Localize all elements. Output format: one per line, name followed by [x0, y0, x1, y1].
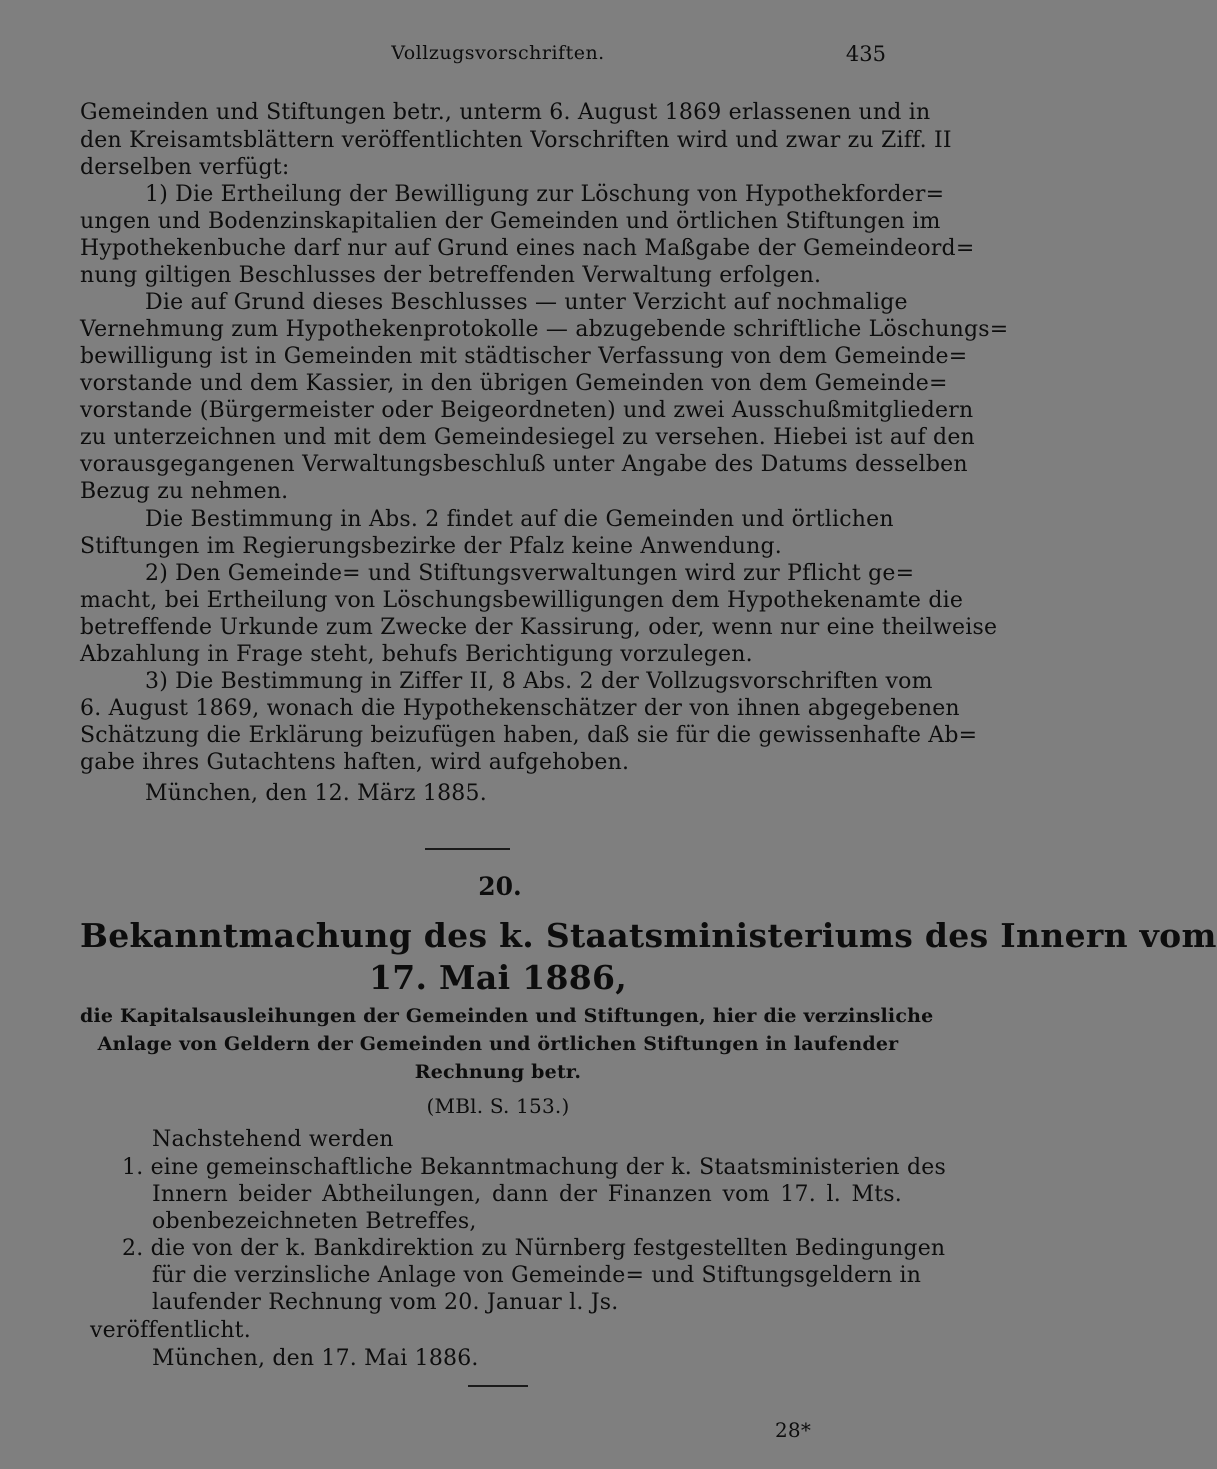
text-line: betreffende Urkunde zum Zwecke der Kassirung, oder, wenn nur eine theilweise [80, 615, 998, 640]
text-line: für die verzinsliche Anlage von Gemeinde= und Stiftungsgeldern in [152, 1263, 922, 1288]
section-heading-date: 17. Mai 1886, [368, 958, 628, 997]
text-line: Innern beider Abtheilungen, dann der Finanzen vom 17. l. Mts. [152, 1182, 902, 1207]
text-line: derselben verfügt: [80, 155, 290, 180]
text-line: vorstande und dem Kassier, in den übrigen Gemeinden von dem Gemeinde= [80, 371, 948, 396]
section-subtitle: Anlage von Geldern der Gemeinden und örtlichen Stiftungen in laufender [97, 1033, 899, 1055]
date-line: München, den 12. März 1885. [145, 781, 487, 806]
text-line: gabe ihres Gutachtens haften, wird aufgehoben. [80, 750, 630, 775]
text-line: vorstande (Bürgermeister oder Beigeordneten) und zwei Ausschußmitgliedern [80, 398, 974, 423]
list-item: 2. die von der k. Bankdirektion zu Nürnberg festgestellten Bedingungen [122, 1236, 946, 1261]
list-item: 1. eine gemeinschaftliche Bekanntmachung der k. Staatsministerien des [122, 1155, 946, 1180]
text-line: bewilligung ist in Gemeinden mit städtischer Verfassung von dem Gemeinde= [80, 344, 968, 369]
text-line: 1) Die Ertheilung der Bewilligung zur Löschung von Hypothekforder= [145, 182, 945, 207]
section-number: 20. [478, 872, 522, 901]
date-line: München, den 17. Mai 1886. [152, 1346, 479, 1371]
section-heading: Bekanntmachung des k. Staatsministeriums des Innern vom [80, 916, 1217, 955]
text-line: laufender Rechnung vom 20. Januar l. Js. [152, 1290, 619, 1315]
running-title: Vollzugsvorschriften. [391, 42, 605, 64]
text-line: nung giltigen Beschlusses der betreffenden Verwaltung erfolgen. [80, 263, 822, 288]
text-line: ungen und Bodenzinskapitalien der Gemeinden und örtlichen Stiftungen im [80, 209, 941, 234]
text-line: vorausgegangenen Verwaltungsbeschluß unter Angabe des Datums desselben [80, 452, 968, 477]
running-header [80, 42, 916, 76]
text-line: den Kreisamtsblättern veröffentlichten Vorschriften wird und zwar zu Ziff. II [80, 128, 952, 153]
section-subtitle: Rechnung betr. [414, 1061, 582, 1083]
text-line: obenbezeichneten Betreffes, [152, 1209, 477, 1234]
text-line: veröffentlicht. [90, 1318, 251, 1343]
text-line: Stiftungen im Regierungsbezirke der Pfalz keine Anwendung. [80, 534, 783, 559]
text-line: 2) Den Gemeinde= und Stiftungsverwaltungen wird zur Pflicht ge= [145, 561, 915, 586]
page-number: 435 [845, 42, 886, 66]
text-line: 3) Die Bestimmung in Ziffer II, 8 Abs. 2 der Vollzugsvorschriften vom [145, 669, 933, 694]
text-line: Gemeinden und Stiftungen betr., unterm 6. August 1869 erlassenen und in [80, 100, 931, 125]
section-divider [425, 848, 510, 850]
text-line: Die auf Grund dieses Beschlusses — unter Verzicht auf nochmalige [145, 290, 908, 315]
section-subtitle: die Kapitalsausleihungen der Gemeinden und Stiftungen, hier die verzinsliche [80, 1005, 934, 1027]
text-line: 6. August 1869, wonach die Hypothekenschätzer der von ihnen abgegebenen [80, 696, 960, 721]
text-line: Abzahlung in Frage steht, behufs Berichtigung vorzulegen. [80, 642, 753, 667]
text-line: Bezug zu nehmen. [80, 479, 289, 504]
text-line: Vernehmung zum Hypothekenprotokolle — abzugebende schriftliche Löschungs= [80, 317, 1009, 342]
text-line: Nachstehend werden [152, 1127, 394, 1152]
signature-mark: 28* [775, 1418, 812, 1442]
text-line: zu unterzeichnen und mit dem Gemeindesiegel zu versehen. Hiebei ist auf den [80, 425, 975, 450]
end-divider [468, 1385, 528, 1387]
text-line: macht, bei Ertheilung von Löschungsbewilligungen dem Hypothekenamte die [80, 588, 964, 613]
section-reference: (MBl. S. 153.) [426, 1094, 570, 1118]
text-line: Schätzung die Erklärung beizufügen haben, daß sie für die gewissenhafte Ab= [80, 723, 978, 748]
text-line: Die Bestimmung in Abs. 2 findet auf die Gemeinden und örtlichen [145, 507, 894, 532]
text-line: Hypothekenbuche darf nur auf Grund eines nach Maßgabe der Gemeindeord= [80, 236, 975, 261]
